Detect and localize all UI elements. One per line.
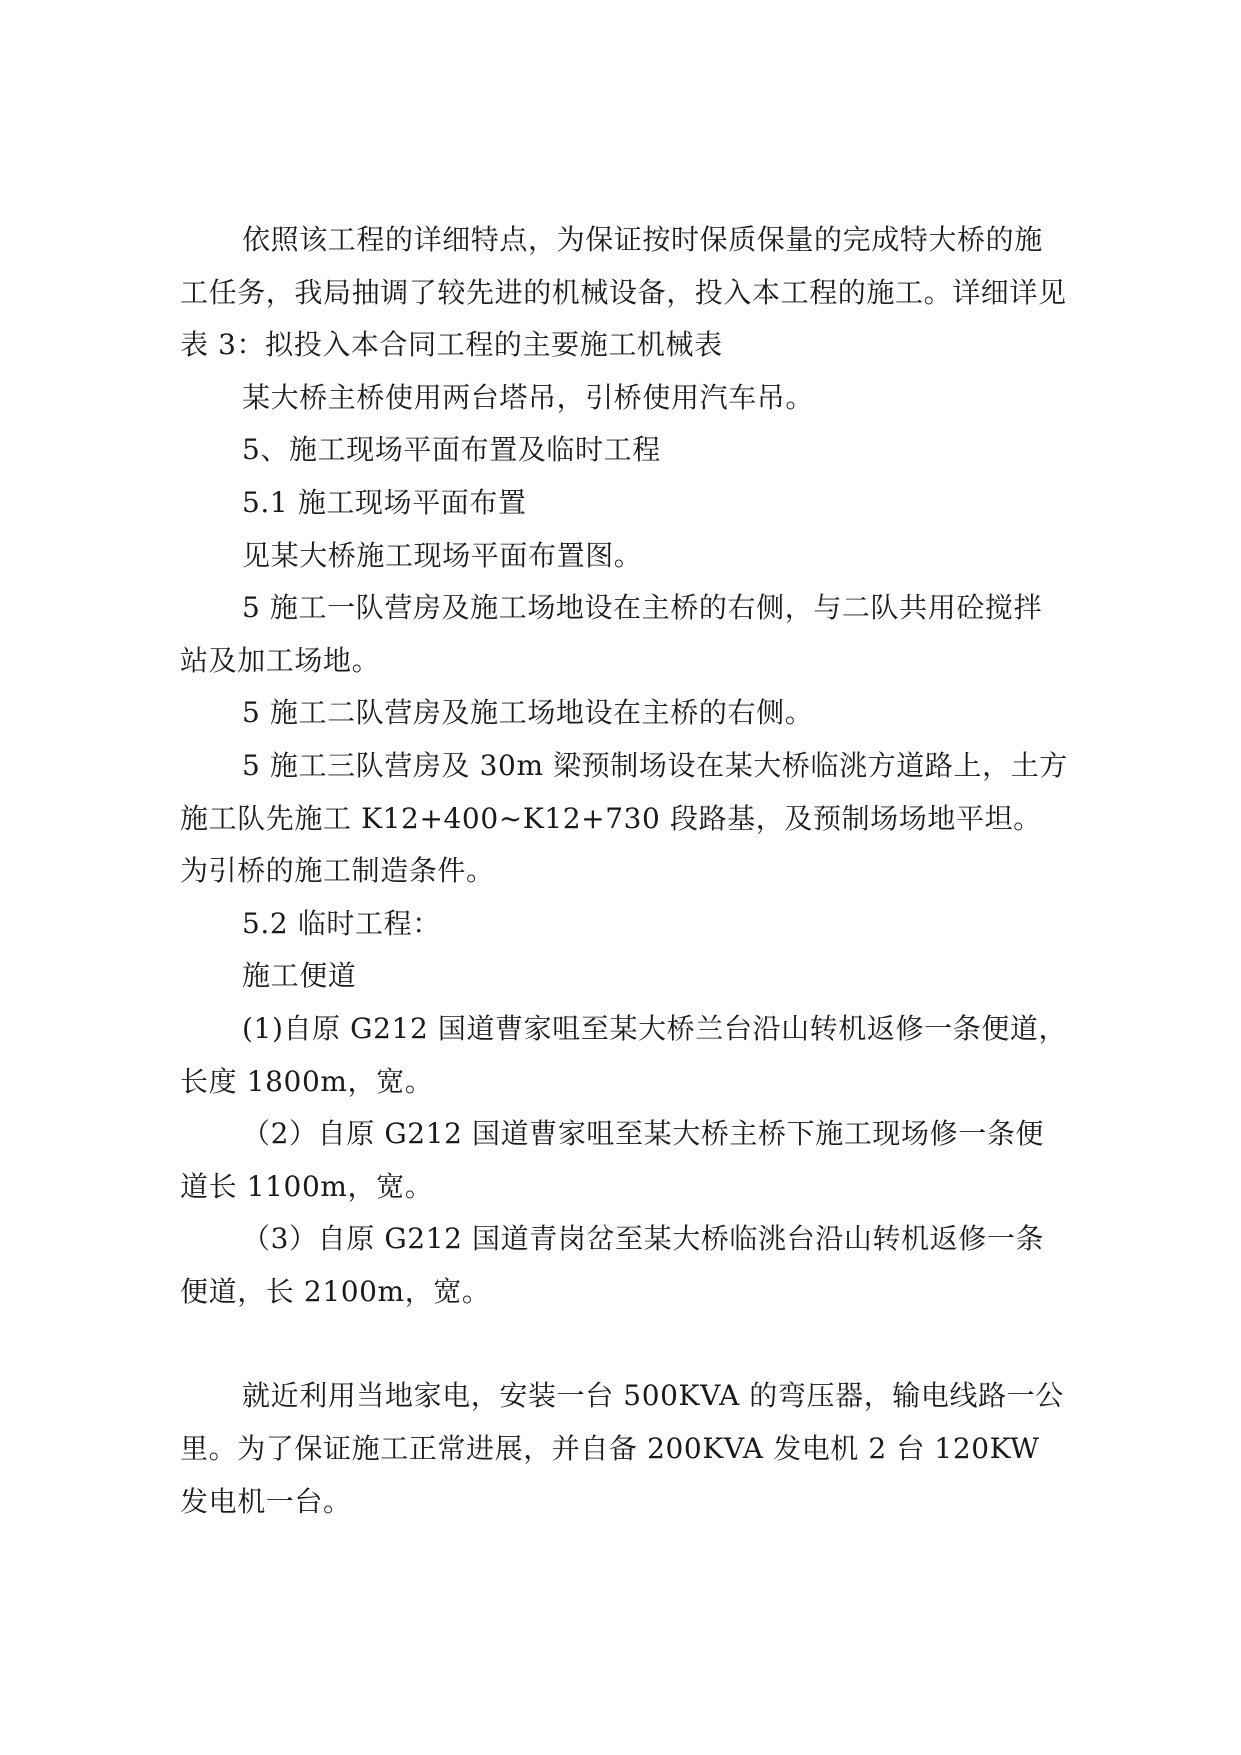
paragraph-team-1: 5 施工一队营房及施工场地设在主桥的右侧，与二队共用砼搅拌站及加工场地。	[180, 591, 1043, 677]
subheading-access-road: 施工便道	[242, 959, 357, 993]
paragraph-road-2: （2）自原 G212 国道曹家咀至某大桥主桥下施工现场修一条便道长 1100m，宽。	[180, 1117, 1045, 1203]
paragraph-team-3: 5 施工三队营房及 30m 梁预制场设在某大桥临洮方道路上，土方施工队先施工 K12+400~K12+730 段路基，及预制场场地平坦。为引桥的施工制造条件。	[180, 748, 1068, 888]
paragraph-equipment-intro: 依照该工程的详细特点，为保证按时保质保量的完成特大桥的施工任务，我局抽调了较先进的机械设备，投入本工程的施工。详细详见表 3：拟投入本合同工程的主要施工机械表	[180, 223, 1067, 362]
paragraph-power-supply: 就近利用当地家电，安装一台 500KVA 的弯压器，输电线路一公里。为了保证施工正常进展，并自备 200KVA 发电机 2 台 120KW 发电机一台。	[180, 1379, 1064, 1518]
blank-line	[180, 1318, 1070, 1370]
document-body	[180, 214, 1070, 1528]
paragraph-road-1: (1)自原 G212 国道曹家咀至某大桥兰台沿山转机返修一条便道，长度 1800m，宽。	[180, 1011, 1068, 1098]
section-heading-5-2: 5.2 临时工程：	[242, 906, 441, 940]
paragraph-team-2: 5 施工二队营房及施工场地设在主桥的右侧。	[242, 696, 814, 730]
section-heading-5: 5、施工现场平面布置及临时工程	[242, 433, 661, 467]
paragraph-cranes: 某大桥主桥使用两台塔吊，引桥使用汽车吊。	[242, 380, 815, 414]
section-heading-5-1: 5.1 施工现场平面布置	[242, 485, 527, 519]
paragraph-layout-ref: 见某大桥施工现场平面布置图。	[242, 538, 643, 572]
paragraph-road-3: （3）自原 G212 国道青岗岔至某大桥临洮台沿山转机返修一条便道，长 2100m，宽。	[180, 1222, 1045, 1308]
